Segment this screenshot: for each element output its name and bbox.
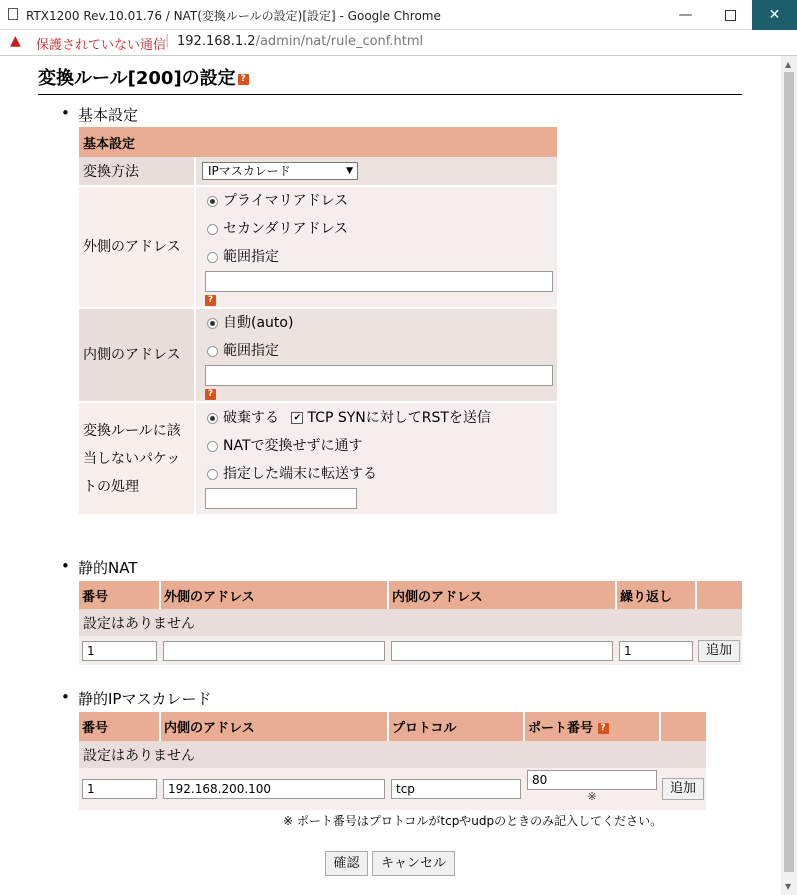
outer-primary-label: プライマリアドレス — [223, 193, 349, 209]
port-note-mark: ※ — [587, 790, 597, 803]
nomatch-radio-forward[interactable] — [207, 460, 553, 488]
masq-col-port-label: ポート番号 — [528, 721, 594, 736]
minimize-button[interactable]: — — [678, 7, 693, 23]
radio-selected-icon — [207, 413, 218, 424]
title-divider — [38, 94, 742, 95]
outer-range-label: 範囲指定 — [223, 249, 279, 265]
static-masq-table — [79, 712, 706, 810]
close-button[interactable]: ✕ — [752, 0, 797, 30]
method-select-value: IPマスカレード — [208, 164, 291, 178]
radio-icon — [207, 441, 218, 452]
static-nat-repeat-input[interactable]: 1 — [619, 641, 693, 661]
address-separator: | — [165, 33, 170, 48]
window-title: RTX1200 Rev.10.01.76 / NAT(変換ルールの設定)[設定] - Google Chrome — [26, 9, 441, 23]
help-icon[interactable]: ? — [205, 389, 216, 400]
radio-icon — [207, 346, 218, 357]
help-icon[interactable]: ? — [238, 74, 249, 85]
outer-radio-primary[interactable] — [207, 187, 553, 215]
masq-empty: 設定はありません — [79, 741, 706, 768]
dropdown-arrow-icon: ▼ — [346, 166, 353, 176]
warning-icon: ▲ — [10, 33, 21, 49]
browser-titlebar — [0, 0, 797, 30]
basic-header: 基本設定 — [83, 136, 136, 152]
help-icon[interactable]: ? — [598, 723, 609, 734]
scroll-down-icon[interactable]: ▼ — [785, 882, 792, 891]
tcp-rst-label: TCP SYNに対してRSTを送信 — [307, 410, 491, 426]
static-nat-col-inner: 内側のアドレス — [388, 581, 616, 609]
masq-col-port — [524, 712, 660, 741]
page-document-icon — [8, 8, 18, 20]
masq-col-protocol: プロトコル — [388, 712, 524, 741]
basic-settings-table — [79, 127, 557, 514]
checkbox-checked-icon: ✔ — [291, 412, 303, 424]
outer-address-label: 外側のアドレス — [79, 186, 195, 308]
section-static-nat-bullet: • 静的NAT — [78, 557, 137, 578]
radio-icon — [207, 469, 218, 480]
scroll-up-icon[interactable]: ▲ — [785, 60, 792, 69]
radio-selected-icon — [207, 318, 218, 329]
section-static-masq-bullet: • 静的IPマスカレード — [78, 688, 211, 709]
outer-radio-secondary[interactable] — [207, 215, 553, 243]
confirm-button[interactable]: 確認 — [325, 851, 368, 876]
masq-protocol-input[interactable]: tcp — [391, 779, 521, 799]
page-content — [0, 56, 781, 895]
inner-auto-label: 自動(auto) — [223, 315, 294, 331]
vertical-scrollbar[interactable] — [781, 56, 797, 895]
method-label: 変換方法 — [79, 157, 195, 186]
static-nat-table — [79, 581, 742, 665]
static-nat-empty: 設定はありません — [79, 609, 742, 636]
static-nat-outer-input[interactable] — [163, 641, 385, 661]
tcp-rst-checkbox[interactable] — [291, 410, 490, 426]
radio-icon — [207, 252, 218, 263]
masq-port-input[interactable]: 80 — [527, 770, 657, 790]
section-basic-bullet: • 基本設定 — [78, 104, 138, 125]
insecure-label: 保護されていない通信 — [36, 38, 167, 53]
port-note: ※ ポート番号はプロトコルがtcpやudpのときのみ記入してください。 — [283, 814, 663, 828]
static-nat-col-action — [696, 581, 742, 609]
nomatch-radio-discard[interactable] — [207, 410, 279, 426]
maximize-icon — [725, 10, 736, 21]
outer-range-input[interactable] — [205, 271, 553, 292]
page-title-text: 変換ルール[200]の設定 — [38, 68, 236, 89]
help-icon[interactable]: ? — [205, 295, 216, 306]
url-host: 192.168.1.2 — [177, 34, 256, 49]
masq-inner-input[interactable]: 192.168.200.100 — [163, 779, 385, 799]
static-nat-col-outer: 外側のアドレス — [160, 581, 388, 609]
masq-col-number: 番号 — [79, 712, 160, 741]
nomatch-label: 変換ルールに該当しないパケットの処理 — [79, 402, 195, 514]
nomatch-discard-label: 破棄する — [223, 410, 279, 426]
static-nat-col-number: 番号 — [79, 581, 160, 609]
outer-radio-range[interactable] — [207, 243, 553, 271]
inner-radio-range[interactable] — [207, 337, 553, 365]
inner-range-input[interactable] — [205, 365, 553, 386]
outer-secondary-label: セカンダリアドレス — [223, 221, 349, 237]
address-bar[interactable] — [0, 30, 797, 56]
maximize-button[interactable] — [708, 0, 753, 30]
page-title — [38, 64, 249, 90]
cancel-button[interactable]: キャンセル — [372, 851, 455, 876]
static-nat-inner-input[interactable] — [391, 641, 613, 661]
forward-host-input[interactable] — [205, 488, 357, 509]
nomatch-forward-label: 指定した端末に転送する — [223, 466, 377, 482]
static-nat-add-button[interactable]: 追加 — [698, 640, 740, 662]
nomatch-pass-label: NATで変換せずに通す — [223, 438, 363, 454]
static-nat-number-input[interactable]: 1 — [82, 641, 157, 661]
scrollbar-thumb[interactable] — [784, 72, 794, 872]
masq-col-inner: 内側のアドレス — [160, 712, 388, 741]
inner-radio-auto[interactable] — [207, 309, 553, 337]
radio-selected-icon — [207, 196, 218, 207]
masq-col-action — [660, 712, 706, 741]
masq-number-input[interactable]: 1 — [82, 779, 157, 799]
nomatch-radio-pass[interactable] — [207, 432, 553, 460]
inner-address-label: 内側のアドレス — [79, 308, 195, 402]
url-path: /admin/nat/rule_conf.html — [255, 34, 424, 49]
masq-add-button[interactable]: 追加 — [662, 778, 704, 800]
inner-range-label: 範囲指定 — [223, 343, 279, 359]
static-nat-col-repeat: 繰り返し — [616, 581, 696, 609]
url-text[interactable] — [177, 34, 423, 49]
method-select[interactable] — [202, 162, 358, 180]
radio-icon — [207, 224, 218, 235]
